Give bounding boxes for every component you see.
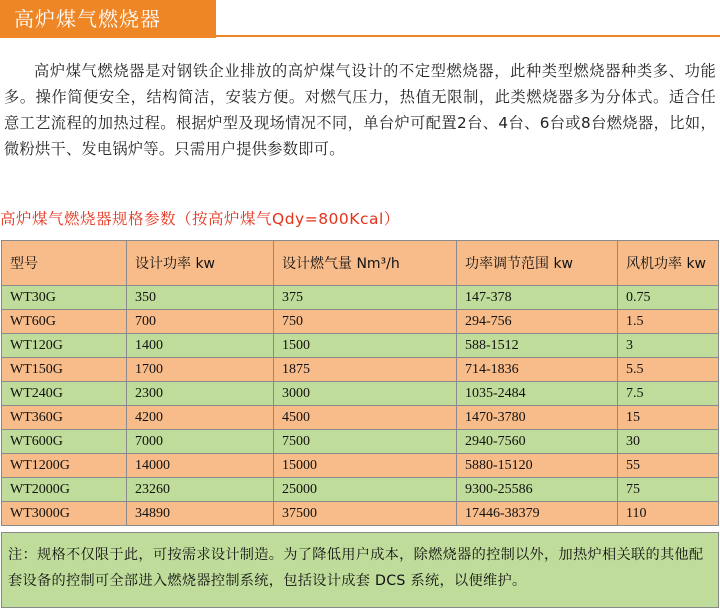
header-cell-model: 型号: [2, 241, 127, 286]
cell-gas-volume: 1875: [274, 358, 457, 382]
cell-fan-power: 5.5: [618, 358, 719, 382]
cell-power: 7000: [127, 430, 274, 454]
cell-gas-volume: 4500: [274, 406, 457, 430]
header-cell-power-range: 功率调节范围 kw: [457, 241, 618, 286]
cell-power-range: 147-378: [457, 286, 618, 310]
spec-table: [1, 240, 719, 526]
cell-power: 14000: [127, 454, 274, 478]
cell-model: WT2000G: [2, 478, 127, 502]
cell-power-range: 1035-2484: [457, 382, 618, 406]
cell-model: WT60G: [2, 310, 127, 334]
cell-power-range: 1470-3780: [457, 406, 618, 430]
table-header-row: [2, 241, 719, 286]
cell-fan-power: 110: [618, 502, 719, 526]
cell-fan-power: 30: [618, 430, 719, 454]
cell-fan-power: 15: [618, 406, 719, 430]
cell-model: WT600G: [2, 430, 127, 454]
cell-fan-power: 3: [618, 334, 719, 358]
cell-gas-volume: 25000: [274, 478, 457, 502]
cell-power: 2300: [127, 382, 274, 406]
table-title: 高炉煤气燃烧器规格参数（按高炉煤气Qdy=800Kcal）: [0, 210, 400, 228]
table-row: [2, 382, 719, 406]
cell-gas-volume: 3000: [274, 382, 457, 406]
cell-model: WT150G: [2, 358, 127, 382]
cell-power-range: 714-1836: [457, 358, 618, 382]
cell-power-range: 294-756: [457, 310, 618, 334]
table-row: [2, 430, 719, 454]
intro-paragraph: 高炉煤气燃烧器是对钢铁企业排放的高炉煤气设计的不定型燃烧器，此种类型燃烧器种类多、功能多。操作简便安全，结构简洁，安装方便。对燃气压力，热值无限制，此类燃烧器多为分体式。适合任意工艺流程的加热过程。根据炉型及现场情况不同，单台炉可配置2台、4台、6台或8台燃烧器，比如，微粉烘干、发电锅炉等。只需用户提供参数即可。: [4, 62, 716, 158]
table-row: [2, 358, 719, 382]
cell-power-range: 5880-15120: [457, 454, 618, 478]
header-cell-fan-power: 风机功率 kw: [618, 241, 719, 286]
table-row: [2, 406, 719, 430]
cell-model: WT120G: [2, 334, 127, 358]
cell-gas-volume: 15000: [274, 454, 457, 478]
cell-power-range: 588-1512: [457, 334, 618, 358]
section-title: 高炉煤气燃烧器: [0, 0, 216, 38]
table-row: [2, 502, 719, 526]
cell-fan-power: 7.5: [618, 382, 719, 406]
cell-fan-power: 1.5: [618, 310, 719, 334]
header-divider: [216, 35, 720, 37]
cell-gas-volume: 750: [274, 310, 457, 334]
table-row: [2, 310, 719, 334]
cell-fan-power: 75: [618, 478, 719, 502]
cell-model: WT1200G: [2, 454, 127, 478]
cell-power: 1400: [127, 334, 274, 358]
cell-gas-volume: 7500: [274, 430, 457, 454]
table-row: [2, 286, 719, 310]
cell-gas-volume: 375: [274, 286, 457, 310]
cell-power: 23260: [127, 478, 274, 502]
cell-model: WT360G: [2, 406, 127, 430]
cell-power-range: 9300-25586: [457, 478, 618, 502]
table-row: [2, 334, 719, 358]
cell-power-range: 2940-7560: [457, 430, 618, 454]
cell-power: 350: [127, 286, 274, 310]
table-row: [2, 478, 719, 502]
cell-gas-volume: 1500: [274, 334, 457, 358]
cell-fan-power: 55: [618, 454, 719, 478]
table-note: 注：规格不仅限于此，可按需求设计制造。为了降低用户成本，除燃烧器的控制以外，加热炉相关联的其他配套设备的控制可全部进入燃烧器控制系统，包括设计成套 DCS 系统，以便维护。: [1, 532, 719, 608]
section-header: [0, 0, 720, 38]
cell-model: WT3000G: [2, 502, 127, 526]
cell-fan-power: 0.75: [618, 286, 719, 310]
header-cell-gas-volume: 设计燃气量 Nm³/h: [274, 241, 457, 286]
cell-power-range: 17446-38379: [457, 502, 618, 526]
cell-gas-volume: 37500: [274, 502, 457, 526]
header-cell-power: 设计功率 kw: [127, 241, 274, 286]
cell-power: 4200: [127, 406, 274, 430]
cell-power: 700: [127, 310, 274, 334]
cell-power: 34890: [127, 502, 274, 526]
cell-power: 1700: [127, 358, 274, 382]
cell-model: WT30G: [2, 286, 127, 310]
cell-model: WT240G: [2, 382, 127, 406]
table-row: [2, 454, 719, 478]
